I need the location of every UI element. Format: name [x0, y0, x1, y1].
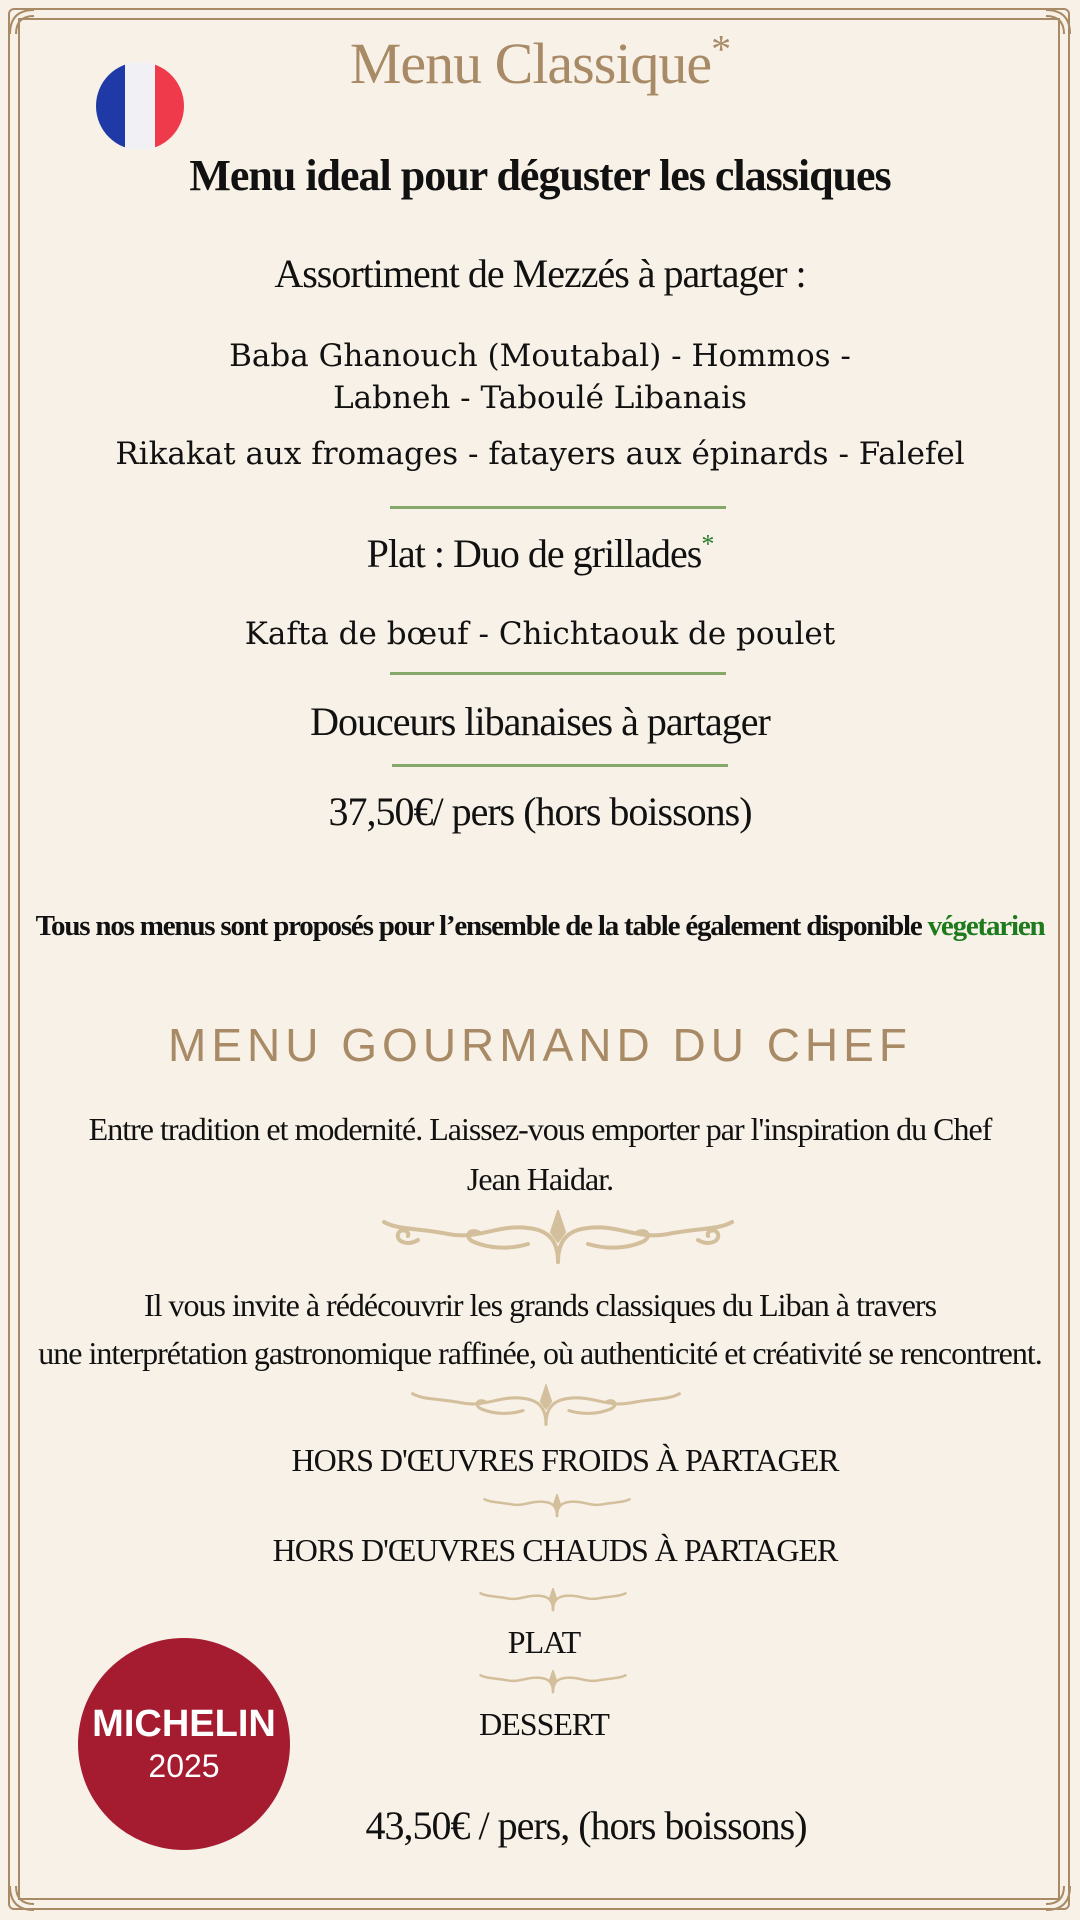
course-item: PLAT [507, 1624, 581, 1660]
plat-star: * [701, 529, 714, 559]
divider-rule [390, 506, 726, 509]
michelin-year: 2025 [148, 1748, 220, 1784]
title-star: * [711, 26, 731, 72]
mezze-line: Rikakat aux fromages - fatayers aux épinards - Falefel [115, 436, 965, 472]
flourish-ornament-icon [478, 1670, 628, 1694]
flourish-ornament-icon [378, 1210, 738, 1266]
menus-note [0, 910, 1080, 943]
classique-price: 37,50€/ pers (hors boissons) [328, 789, 752, 834]
mezze-line: Labneh - Taboulé Libanais [333, 380, 747, 416]
menu-classique-subtitle: Menu ideal pour déguster les classiques [189, 151, 891, 200]
vegetarian-label: végetarien [927, 910, 1045, 942]
course-item: HORS D'ŒUVRES CHAUDS À PARTAGER [272, 1532, 838, 1568]
course-item: HORS D'ŒUVRES FROIDS À PARTAGER [291, 1442, 839, 1478]
divider-rule [390, 672, 726, 675]
gourmand-price: 43,50€ / pers, (hors boissons) [365, 1803, 807, 1848]
gourmand-invite-line: une interprétation gastronomique raffinée, où authenticité et créativité se rencontrent. [38, 1335, 1042, 1371]
mezze-heading: Assortiment de Mezzés à partager : [274, 251, 806, 296]
menu-classique-title [0, 26, 1080, 97]
gourmand-intro-line: Entre tradition et modernité. Laissez-vous emporter par l'inspiration du Chef [88, 1111, 992, 1147]
michelin-brand: MICHELIN [92, 1703, 276, 1745]
flourish-ornament-icon [408, 1384, 684, 1428]
menu-gourmand-title: MENU GOURMAND DU CHEF [168, 1019, 912, 1071]
dessert-heading: Douceurs libanaises à partager [310, 699, 770, 744]
corner-ornament-icon [1044, 1884, 1072, 1912]
plat-heading [0, 530, 1080, 577]
michelin-badge [78, 1638, 290, 1850]
gourmand-intro-line: Jean Haidar. [466, 1161, 614, 1197]
plat-heading-text: Plat : Duo de grillades [366, 531, 702, 576]
plat-items: Kafta de bœuf - Chichtaouk de poulet [244, 616, 836, 652]
flourish-ornament-icon [482, 1494, 632, 1518]
flourish-ornament-icon [478, 1588, 628, 1612]
gourmand-invite-line: Il vous invite à rédécouvrir les grands classiques du Liban à travers [143, 1287, 937, 1323]
inner-frame [18, 18, 1060, 1900]
corner-ornament-icon [8, 1884, 36, 1912]
course-item: DESSERT [479, 1706, 609, 1742]
title-text: Menu Classique [349, 31, 712, 96]
divider-rule [392, 764, 728, 767]
mezze-line: Baba Ghanouch (Moutabal) - Hommos - [229, 338, 851, 374]
note-text: Tous nos menus sont proposés pour l’ensemble de la table également disponible [35, 910, 922, 942]
